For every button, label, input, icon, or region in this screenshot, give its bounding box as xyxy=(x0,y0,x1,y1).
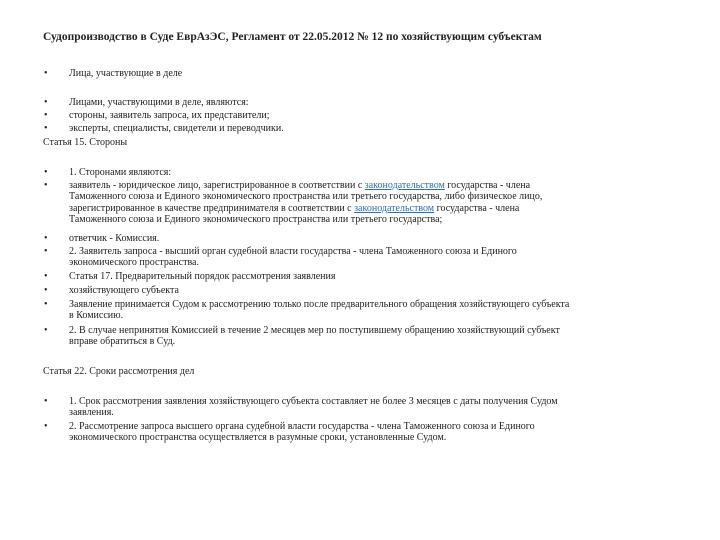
bullet: • xyxy=(44,421,48,432)
law-link[interactable]: законодательством xyxy=(354,202,435,214)
list-item: Статья 17. Предварительный порядок рассмотрения заявления xyxy=(69,271,336,282)
list-item: Лицами, участвующими в деле, являются: xyxy=(69,97,249,108)
bullet: • xyxy=(44,97,48,108)
bullet: • xyxy=(44,233,48,244)
bullet: • xyxy=(44,271,48,282)
bullet: • xyxy=(44,180,48,191)
list-item: 2. Рассмотрение запроса высшего органа судебной власти государства - члена Таможенного союза и Единого экономического пространства осуществляется в разумные сроки, установленные Судом. xyxy=(69,421,535,444)
bullet: • xyxy=(44,396,48,407)
list-item: Заявление принимается Судом к рассмотрению только после предварительного обращения хозяйствующего субъекта в Комиссию. xyxy=(69,299,570,322)
law-link[interactable]: законодательством xyxy=(364,180,445,191)
list-item: стороны, заявитель запроса, их представители; xyxy=(69,110,270,121)
list-item: эксперты, специалисты, свидетели и переводчики. xyxy=(69,123,284,134)
list-item: 2. В случае непринятия Комиссией в течение 2 месяцев мер по поступившему обращению хозяйствующий субъект вправе обратиться в Суд. xyxy=(69,325,560,348)
list-item: 1. Срок рассмотрения заявления хозяйствующего субъекта составляет не более 3 месяцев с даты получения Судом заявления. xyxy=(69,396,558,419)
list-item: ответчик - Комиссия. xyxy=(69,233,160,244)
bullet: • xyxy=(44,68,48,79)
list-item: 2. Заявитель запроса - высший орган судебной власти государства - члена Таможенного союза и Единого экономического пространства. xyxy=(69,246,517,269)
bullet: • xyxy=(44,123,48,134)
bullet: • xyxy=(44,299,48,310)
bullet: • xyxy=(44,246,48,257)
bullet: • xyxy=(44,110,48,121)
bullet: • xyxy=(44,325,48,336)
list-item: заявитель - юридическое лицо, зарегистрированное в соответствии с законодательством государства - члена Таможенного союза и Единого экономического пространства или третьего государства, либо физическое лицо, зарегистрированное в качестве предпринимателя в соответствии с законодательством государства - члена Таможенного союза и Единого экономического пространства или третьего государства; xyxy=(69,180,543,226)
article-heading: Статья 22. Сроки рассмотрения дел xyxy=(43,366,195,377)
article-heading: Статья 15. Стороны xyxy=(43,137,128,148)
list-item: 1. Сторонами являются: xyxy=(69,167,172,178)
list-item: хозяйствующего субъекта xyxy=(69,285,179,296)
bullet: • xyxy=(44,167,48,178)
page-title: Судопроизводство в Суде ЕврАзЭС, Регламент от 22.05.2012 № 12 по хозяйствующим субъектам xyxy=(43,31,542,43)
bullet: • xyxy=(44,285,48,296)
list-item: Лица, участвующие в деле xyxy=(69,68,183,79)
